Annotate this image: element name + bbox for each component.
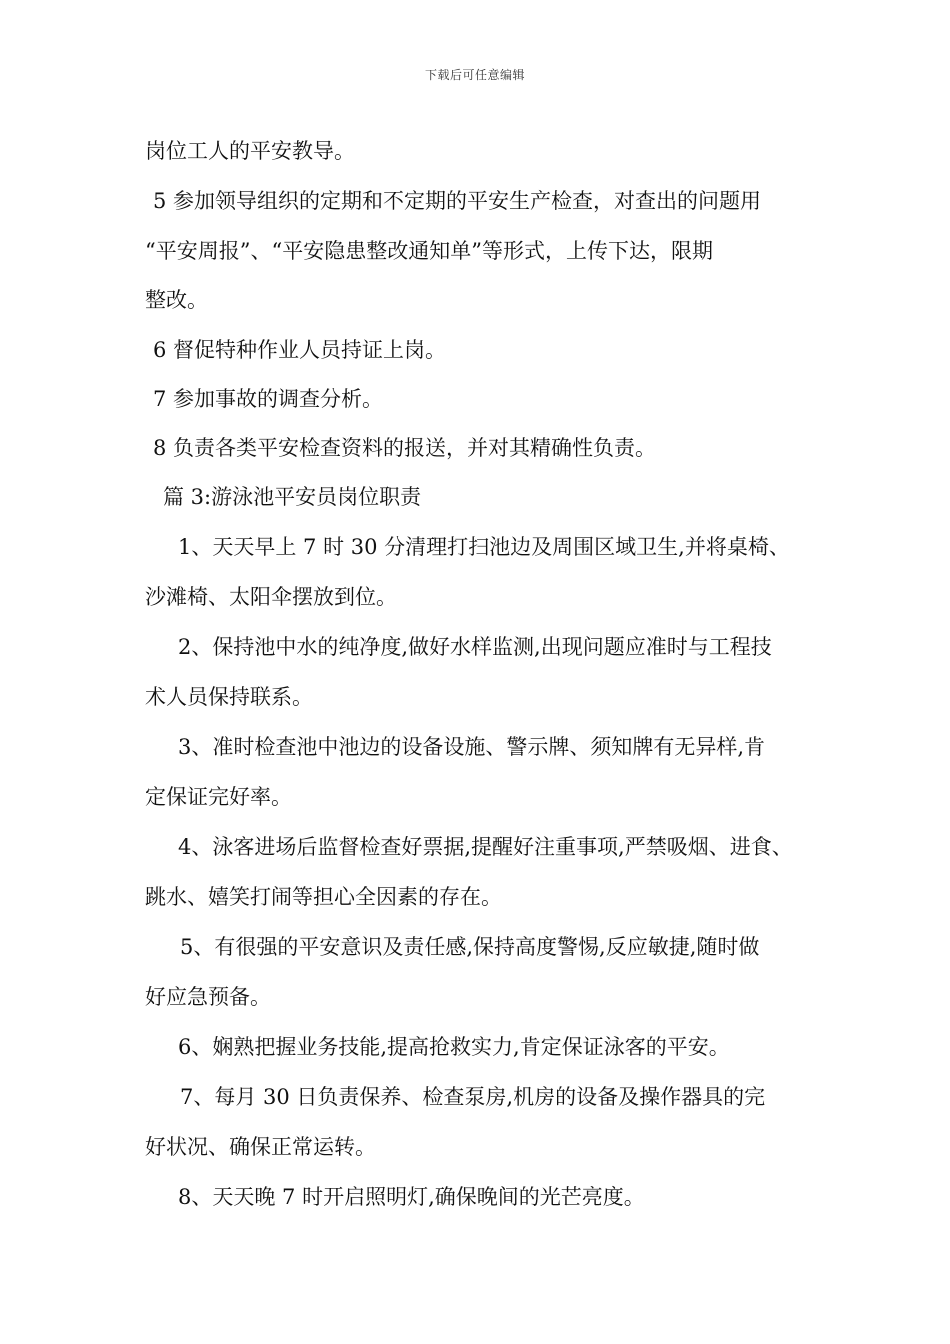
text-line: 3、准时检查池中池边的设备设施、警示牌、须知牌有无异样,肯 (178, 735, 766, 759)
page-header: 下载后可任意编辑 (424, 68, 525, 82)
text-line: 1、天天早上 7 时 30 分清理打扫池边及周围区域卫生,并将桌椅、 (178, 535, 790, 559)
text-line: 7、每月 30 日负责保养、检查泵房,机房的设备及操作器具的完 (180, 1085, 766, 1109)
text-line: 岗位工人的平安教导。 (145, 139, 355, 163)
text-line: 沙滩椅、太阳伞摆放到位。 (145, 585, 397, 609)
text-line: 6、娴熟把握业务技能,提高抢救实力,肯定保证泳客的平安。 (178, 1035, 730, 1059)
text-line: 5、有很强的平安意识及责任感,保持高度警惕,反应敏捷,随时做 (180, 935, 760, 959)
text-line: 7 参加事故的调查分析。 (153, 387, 384, 411)
text-line: 跳水、嬉笑打闹等担心全因素的存在。 (145, 885, 502, 909)
text-line: 6 督促特种作业人员持证上岗。 (153, 338, 447, 362)
text-line: 整改。 (145, 288, 208, 312)
text-line: “平安周报”、“平安隐患整改通知单”等形式，上传下达，限期 (145, 239, 713, 263)
text-line: 5 参加领导组织的定期和不定期的平安生产检查，对查出的问题用 (153, 189, 762, 213)
section-heading: 篇 3:游泳池平安员岗位职责 (163, 485, 422, 509)
text-line: 2、保持池中水的纯净度,做好水样监测,出现问题应准时与工程技 (178, 635, 772, 659)
text-line: 好应急预备。 (145, 985, 271, 1009)
text-line: 8、天天晚 7 时开启照明灯,确保晚间的光芒亮度。 (178, 1185, 645, 1209)
text-line: 好状况、确保正常运转。 (145, 1135, 376, 1159)
text-line: 定保证完好率。 (145, 785, 292, 809)
text-line: 4、泳客进场后监督检查好票据,提醒好注重事项,严禁吸烟、进食、 (178, 835, 793, 859)
text-line: 8 负责各类平安检查资料的报送，并对其精确性负责。 (153, 436, 657, 460)
text-line: 术人员保持联系。 (145, 685, 313, 709)
